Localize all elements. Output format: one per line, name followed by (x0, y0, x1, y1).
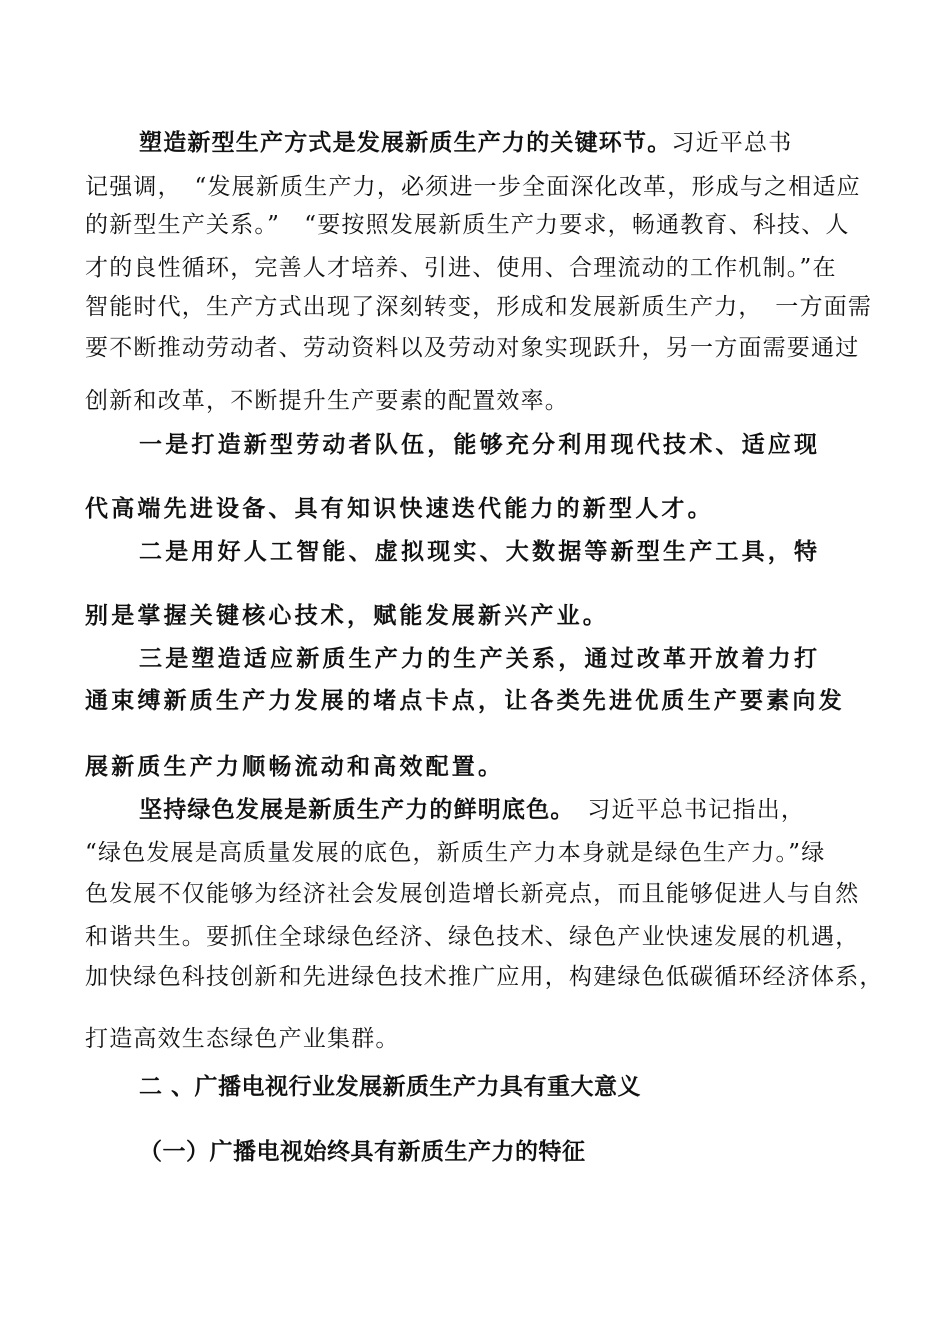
paragraph-line (139, 128, 792, 158)
paragraph-text: 习近平总书 (671, 130, 793, 156)
list-item-line: 三是塑造适应新质生产力的生产关系，通过改革开放着力打 (139, 645, 821, 672)
paragraph-line: 智能时代，生产方式出现了深刻转变，形成和发展新质生产力， 一方面需 (85, 294, 873, 320)
paragraph-lead: 坚持绿色发展是新质生产力的鲜明底色。 (139, 796, 564, 823)
paragraph-line (139, 795, 805, 825)
paragraph-line: 记强调， “发展新质生产力，必须进一步全面深化改革，形成与之相适应 (85, 174, 861, 200)
list-item-line: 一是打造新型劳动者队伍，能够充分利用现代技术、适应现 (139, 431, 821, 458)
paragraph-line: “绿色发展是高质量发展的底色，新质生产力本身就是绿色生产力。”绿 (85, 840, 826, 866)
paragraph-line: 和谐共生。要抓住全球绿色经济、绿色技术、绿色产业快速发展的机遇， (85, 924, 860, 950)
paragraph-line: 要不断推动劳动者、劳动资料以及劳动对象实现跃升，另一方面需要通过 (85, 335, 860, 361)
paragraph-line: 的新型生产关系。” “要按照发展新质生产力要求，畅通教育、科技、人 (85, 212, 850, 238)
list-item-line: 展新质生产力顺畅流动和高效配置。 (85, 753, 505, 780)
paragraph-line: 色发展不仅能够为经济社会发展创造增长新亮点，而且能够促进人与自然 (85, 881, 860, 907)
paragraph-line: 加快绿色科技创新和先进绿色技术推广应用，构建绿色低碳循环经济体系， (85, 964, 884, 990)
list-item-line: 通束缚新质生产力发展的堵点卡点，让各类先进优质生产要素向发 (85, 687, 845, 714)
subsection-heading: （一）广播电视始终具有新质生产力的特征 (139, 1139, 586, 1165)
paragraph-text: 习近平总书记指出， (563, 797, 806, 823)
list-item-line: 代高端先进设备、具有知识快速迭代能力的新型人才。 (85, 495, 714, 522)
paragraph-line: 打造高效生态绿色产业集群。 (85, 1026, 400, 1052)
paragraph-line: 创新和改革，不断提升生产要素的配置效率。 (85, 388, 569, 414)
list-item-line: 二是用好人工智能、虚拟现实、大数据等新型生产工具，特 (139, 538, 821, 565)
section-heading: 二 、广播电视行业发展新质生产力具有重大意义 (139, 1074, 642, 1100)
paragraph-lead: 塑造新型生产方式是发展新质生产力的关键环节。 (139, 129, 672, 156)
paragraph-line: 才的良性循环，完善人才培养、引进、使用、合理流动的工作机制。”在 (85, 255, 837, 281)
list-item-line: 别是掌握关键核心技术，赋能发展新兴产业。 (85, 602, 609, 629)
